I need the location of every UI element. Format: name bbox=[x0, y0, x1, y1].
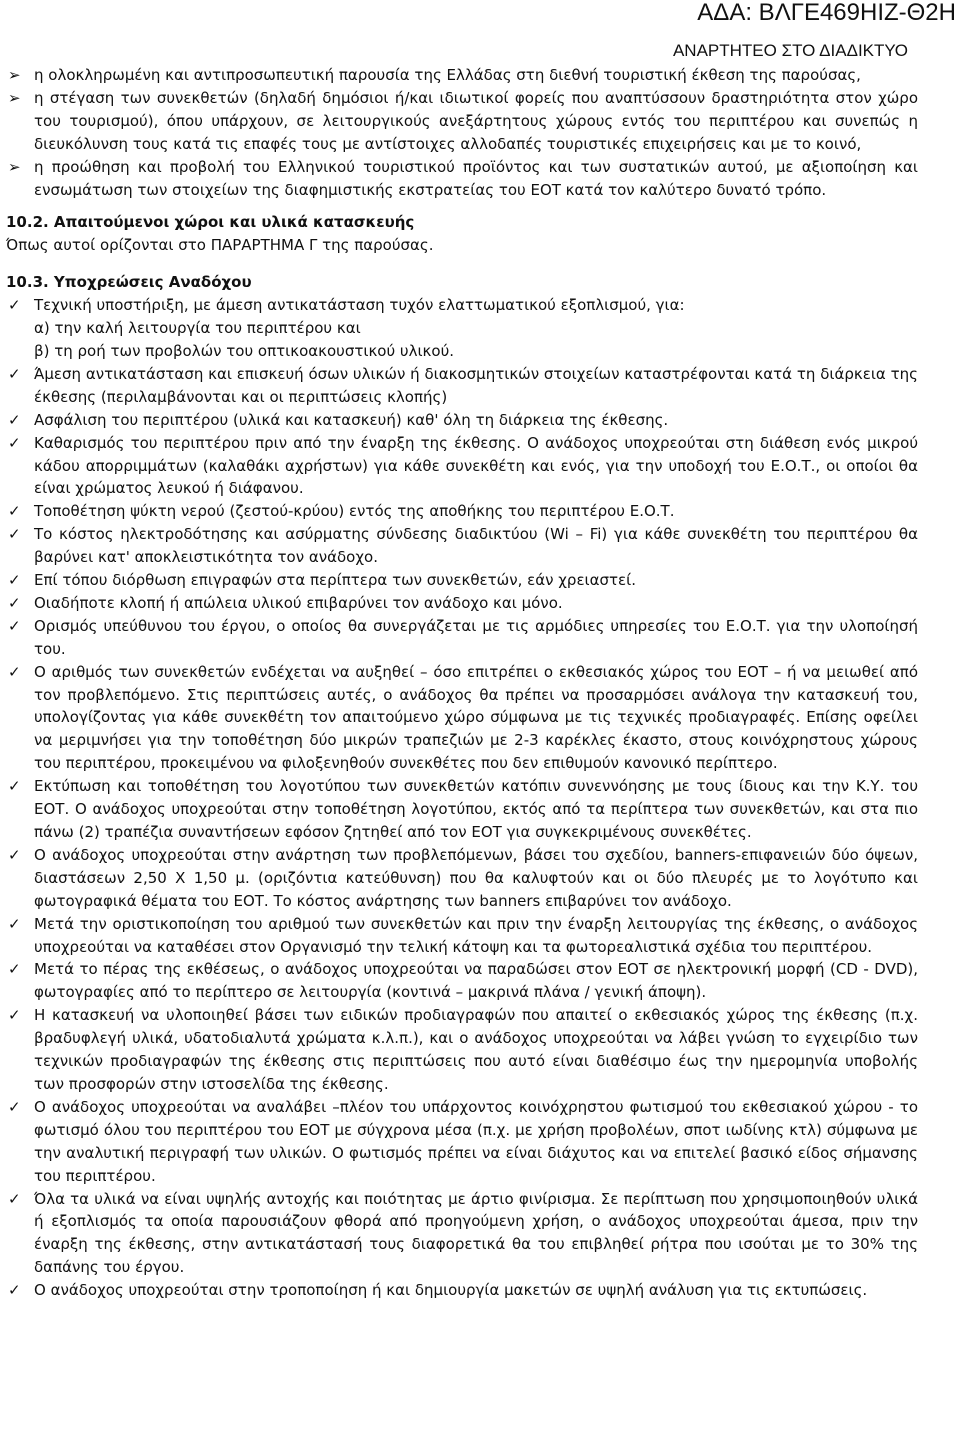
check-icon: ✓ bbox=[8, 777, 21, 796]
check-item-text: Επί τόπου διόρθωση επιγραφών στα περίπτερα των συνεκθετών, εάν χρειαστεί. bbox=[34, 571, 636, 590]
check-item-text: Οιαδήποτε κλοπή ή απώλεια υλικού επιβαρύνει τον ανάδοχο και μόνο. bbox=[34, 593, 563, 612]
check-item bbox=[6, 294, 918, 317]
check-icon: ✓ bbox=[8, 296, 21, 315]
check-icon: ✓ bbox=[8, 525, 21, 544]
check-item bbox=[6, 775, 918, 844]
check-item-text: Όλα τα υλικά να είναι υψηλής αντοχής και ποιότητας με άρτιο φινίρισμα. Σε περίπτωση που χρησιμοποιηθούν υλικά ή εξοπλισμός τα οποία παρουσιάζουν φθορά από προηγούμενη χρήση, ο ανάδοχος υποχρεούται άμεσα, πριν την έναρξη της έκθεσης, στην αντικατάστασή τους διαφορετικά θα του επιβληθεί ρήτρα που ισούται με το 30% της δαπάνης του έργου. bbox=[34, 1189, 918, 1277]
check-item bbox=[6, 1279, 918, 1302]
check-icon: ✓ bbox=[8, 662, 21, 681]
check-item bbox=[6, 1004, 918, 1096]
section-text-10-2: Όπως αυτοί ορίζονται στο ΠΑΡΑΡΤΗΜΑ Γ της παρούσας. bbox=[6, 236, 434, 255]
check-item bbox=[6, 844, 918, 913]
check-item-text: Ο ανάδοχος υποχρεούται στην τροποποίηση ή και δημιουργία μακετών σε υψηλή ανάλυση για τις εκτυπώσεις. bbox=[34, 1281, 868, 1300]
arrow-bullet-text: η ολοκληρωμένη και αντιπροσωπευτική παρουσία της Ελλάδας στη διεθνή τουριστική έκθεση της παρούσας, bbox=[34, 66, 861, 84]
check-item-text: Τοποθέτηση ψύκτη νερού (ζεστού-κρύου) εντός της αποθήκης του περιπτέρου Ε.Ο.Τ. bbox=[34, 502, 675, 521]
check-item-text: Μετά το πέρας της εκθέσεως, ο ανάδοχος υποχρεούται να παραδώσει στον ΕΟΤ σε ηλεκτρονική μορφή (CD - DVD), φωτογραφίες από το περίπτερο σε λειτουργία (κοντινά – μακρινά πλάνα / γενική άποψη). bbox=[34, 960, 918, 1002]
arrow-bullet-item bbox=[6, 64, 918, 87]
obligations-list bbox=[6, 363, 918, 1302]
check-item-text: Η κατασκευή να υλοποιηθεί βάσει των ειδικών προδιαγραφών που απαιτεί ο εκθεσιακός χώρος της έκθεσης (π.χ. βραδυφλεγή υλικά, υδατοδιαλυτά χρώματα κ.λ.π.), και ο ανάδοχος υποχρεούται να λάβει γνώση το εγχειρίδιο των τεχνικών προδιαγραφών της έκθεσης στις περιπτώσεις που αυτό είναι διαθέσιμο έως την ημερομηνία υποβολής των προσφορών στην ιστοσελίδα της έκθεσης. bbox=[34, 1006, 918, 1093]
check-item-text: Το κόστος ηλεκτροδότησης και ασύρματης σύνδεσης διαδικτύου (Wi – Fi) για κάθε συνεκθέτη του περιπτέρου θα βαρύνει κατ' αποκλειστικότητα τον ανάδοχο. bbox=[34, 525, 918, 567]
check-icon: ✓ bbox=[8, 410, 21, 429]
check-item bbox=[6, 913, 918, 959]
check-item-text: Μετά την οριστικοποίηση του αριθμού των συνεκθετών και πριν την έναρξη λειτουργίας της έκθεσης, ο ανάδοχος υποχρεούται να καταθέσει στον Οργανισμό την τελική κάτοψη και τα φωτορεαλιστικά σχέδια του περιπτέρου. bbox=[34, 914, 918, 956]
arrow-bullet-icon: ➢ bbox=[8, 157, 21, 176]
check-icon: ✓ bbox=[8, 1097, 21, 1116]
arrow-bullet-icon: ➢ bbox=[8, 66, 21, 84]
arrow-bullet-item bbox=[6, 156, 918, 202]
check-icon: ✓ bbox=[8, 1189, 21, 1208]
check-item bbox=[6, 432, 918, 501]
posted-notice: ΑΝΑΡΤΗΤΕΟ ΣΤΟ ΔΙΑΔΙΚΤΥΟ bbox=[672, 41, 908, 60]
document-body bbox=[6, 64, 918, 1302]
section-heading-10-2: 10.2. Απαιτούμενοι χώροι και υλικά κατασκευής bbox=[6, 213, 415, 232]
check-item bbox=[6, 1096, 918, 1188]
arrow-bullet-text: η προώθηση και προβολή του Ελληνικού τουριστικού προϊόντος και των συστατικών αυτού, με αξιοποίηση και ενσωμάτωση των στοιχείων της διαφημιστικής εκστρατείας του ΕΟΤ κατά τον καλύτερο δυνατό τρόπο. bbox=[34, 157, 918, 199]
check-item bbox=[6, 592, 918, 615]
check-icon: ✓ bbox=[8, 845, 21, 864]
check-icon: ✓ bbox=[8, 364, 21, 383]
arrow-bullet-item bbox=[6, 87, 918, 156]
check-item-text: Άμεση αντικατάσταση και επισκευή όσων υλικών ή διακοσμητικών στοιχείων καταστρέφονται κατά τη διάρκεια της έκθεσης (περιλαμβάνονται και οι περιπτώσεις κλοπής) bbox=[34, 364, 918, 406]
check-icon: ✓ bbox=[8, 593, 21, 612]
ada-code: ΑΔΑ: ΒΛΓΕ469ΗΙΖ-Θ2Η bbox=[697, 0, 956, 26]
check-item bbox=[6, 363, 918, 409]
arrow-bullet-text: η στέγαση των συνεκθετών (δηλαδή δημόσιοι ή/και ιδιωτικοί φορείς που αναπτύσσουν δραστηριότητα στον χώρο του τουρισμού), όπου υπάρχουν, σε λειτουργικούς ανεξάρτητους χώρους εντός του περιπτέρου και συνεπώς η διευκόλυνση τους κατά τις επαφές τους με αντίστοιχες αλλοδαπές τουριστικές επιχειρήσεις και με το κοινό, bbox=[34, 88, 918, 153]
check-icon: ✓ bbox=[8, 1281, 21, 1300]
section-heading-10-3: 10.3. Υποχρεώσεις Αναδόχου bbox=[6, 273, 252, 292]
check-item bbox=[6, 523, 918, 569]
check-item-text: Ο αριθμός των συνεκθετών ενδέχεται να αυξηθεί – όσο επιτρέπει ο εκθεσιακός χώρος του ΕΟΤ – ή να μειωθεί από τον προβλεπόμενο. Στις περιπτώσεις αυτές, ο ανάδοχος θα πρέπει να προσαρμόσει ανάλογα την κατασκευή του, υπολογίζοντας για κάθε συνεκθέτη τον απαιτούμενο χώρο σύμφωνα με τις τεχνικές προδιαγραφές. Επίσης οφείλει να μεριμνήσει για την τοποθέτηση δύο μικρών τραπεζιών με 2-3 καρέκλες έκαστο, στους κοινόχρηστους χώρους του περιπτέρου, προκειμένου να φιλοξενηθούν συνεκθέτες που δεν επιθυμούν κανονικό περίπτερο. bbox=[34, 662, 918, 773]
check-item bbox=[6, 500, 918, 523]
check-item bbox=[6, 958, 918, 1004]
sub-item-a: α) την καλή λειτουργία του περιπτέρου και bbox=[34, 319, 361, 338]
check-item-text: Ο ανάδοχος υποχρεούται στην ανάρτηση των προβλεπόμενων, βάσει του σχεδίου, banners-επιφανειών δύο όψεων, διαστάσεων 2,50 Χ 1,50 μ. (οριζόντια κατεύθυνση) που θα καλυφτούν και οι δύο πλευρές με το λογότυπο και φωτογραφικά θέματα του ΕΟΤ. Το κόστος ανάρτησης των banners επιβαρύνει τον ανάδοχο. bbox=[34, 845, 918, 910]
check-item bbox=[6, 615, 918, 661]
check-item bbox=[6, 409, 918, 432]
check-item-text: Ασφάλιση του περιπτέρου (υλικά και κατασκευή) καθ' όλη τη διάρκεια της έκθεσης. bbox=[34, 410, 669, 429]
check-icon: ✓ bbox=[8, 616, 21, 635]
check-icon: ✓ bbox=[8, 960, 21, 979]
check-item bbox=[6, 1188, 918, 1280]
sub-item-b: β) τη ροή των προβολών του οπτικοακουστικού υλικού. bbox=[34, 341, 455, 360]
check-icon: ✓ bbox=[8, 1006, 21, 1025]
check-item-text: Τεχνική υποστήριξη, με άμεση αντικατάσταση τυχόν ελαττωματικού εξοπλισμού, για: bbox=[34, 296, 685, 315]
check-item bbox=[6, 661, 918, 776]
check-item bbox=[6, 569, 918, 592]
check-item-text: Εκτύπωση και τοποθέτηση του λογοτύπου των συνεκθετών κατόπιν συνεννόησης με τους ίδιους και την Κ.Υ. του ΕΟΤ. Ο ανάδοχος υποχρεούται στην τοποθέτηση λογοτύπου, εκτός από τα περίπτερα των συνεκθετών, και στα πιο πάνω (2) τραπέζια συναντήσεων εφόσον ζητηθεί από τον ΕΟΤ για συγκεκριμένους συνεκθέτες. bbox=[34, 777, 918, 841]
check-icon: ✓ bbox=[8, 502, 21, 521]
check-item-text: Καθαρισμός του περιπτέρου πριν από την έναρξη της έκθεσης. Ο ανάδοχος υποχρεούται στη διάθεση ενός μικρού κάδου απορριμμάτων (καλαθάκι αχρήστων) για κάθε συνεκθέτη και ενός, για την υποδοχή του Ε.Ο.Τ., οι οποίοι θα είναι χρώματος λευκού ή διάφανου. bbox=[34, 433, 918, 498]
arrow-bullet-icon: ➢ bbox=[8, 88, 21, 107]
check-icon: ✓ bbox=[8, 433, 21, 452]
check-icon: ✓ bbox=[8, 914, 21, 933]
check-item-text: Ορισμός υπεύθυνου του έργου, ο οποίος θα συνεργάζεται με τις αρμόδιες υπηρεσίες του Ε.Ο.Τ. για την υλοποίησή του. bbox=[34, 616, 918, 658]
check-icon: ✓ bbox=[8, 571, 21, 590]
check-item-text: Ο ανάδοχος υποχρεούται να αναλάβει –πλέον του υπάρχοντος κοινόχρηστου φωτισμού του εκθεσιακού χώρου - το φωτισμό όλου του περιπτέρου του ΕΟΤ με σύγχρονα μέσα (π.χ. με χρήση προβολέων, σποτ ιωδίνης κτλ) σύμφωνα με την αναλυτική περιγραφή των υλικών. Ο φωτισμός πρέπει να είναι διάχυτος και να επιτελεί βασικό είδος σήμανσης του περιπτέρου. bbox=[34, 1097, 918, 1185]
